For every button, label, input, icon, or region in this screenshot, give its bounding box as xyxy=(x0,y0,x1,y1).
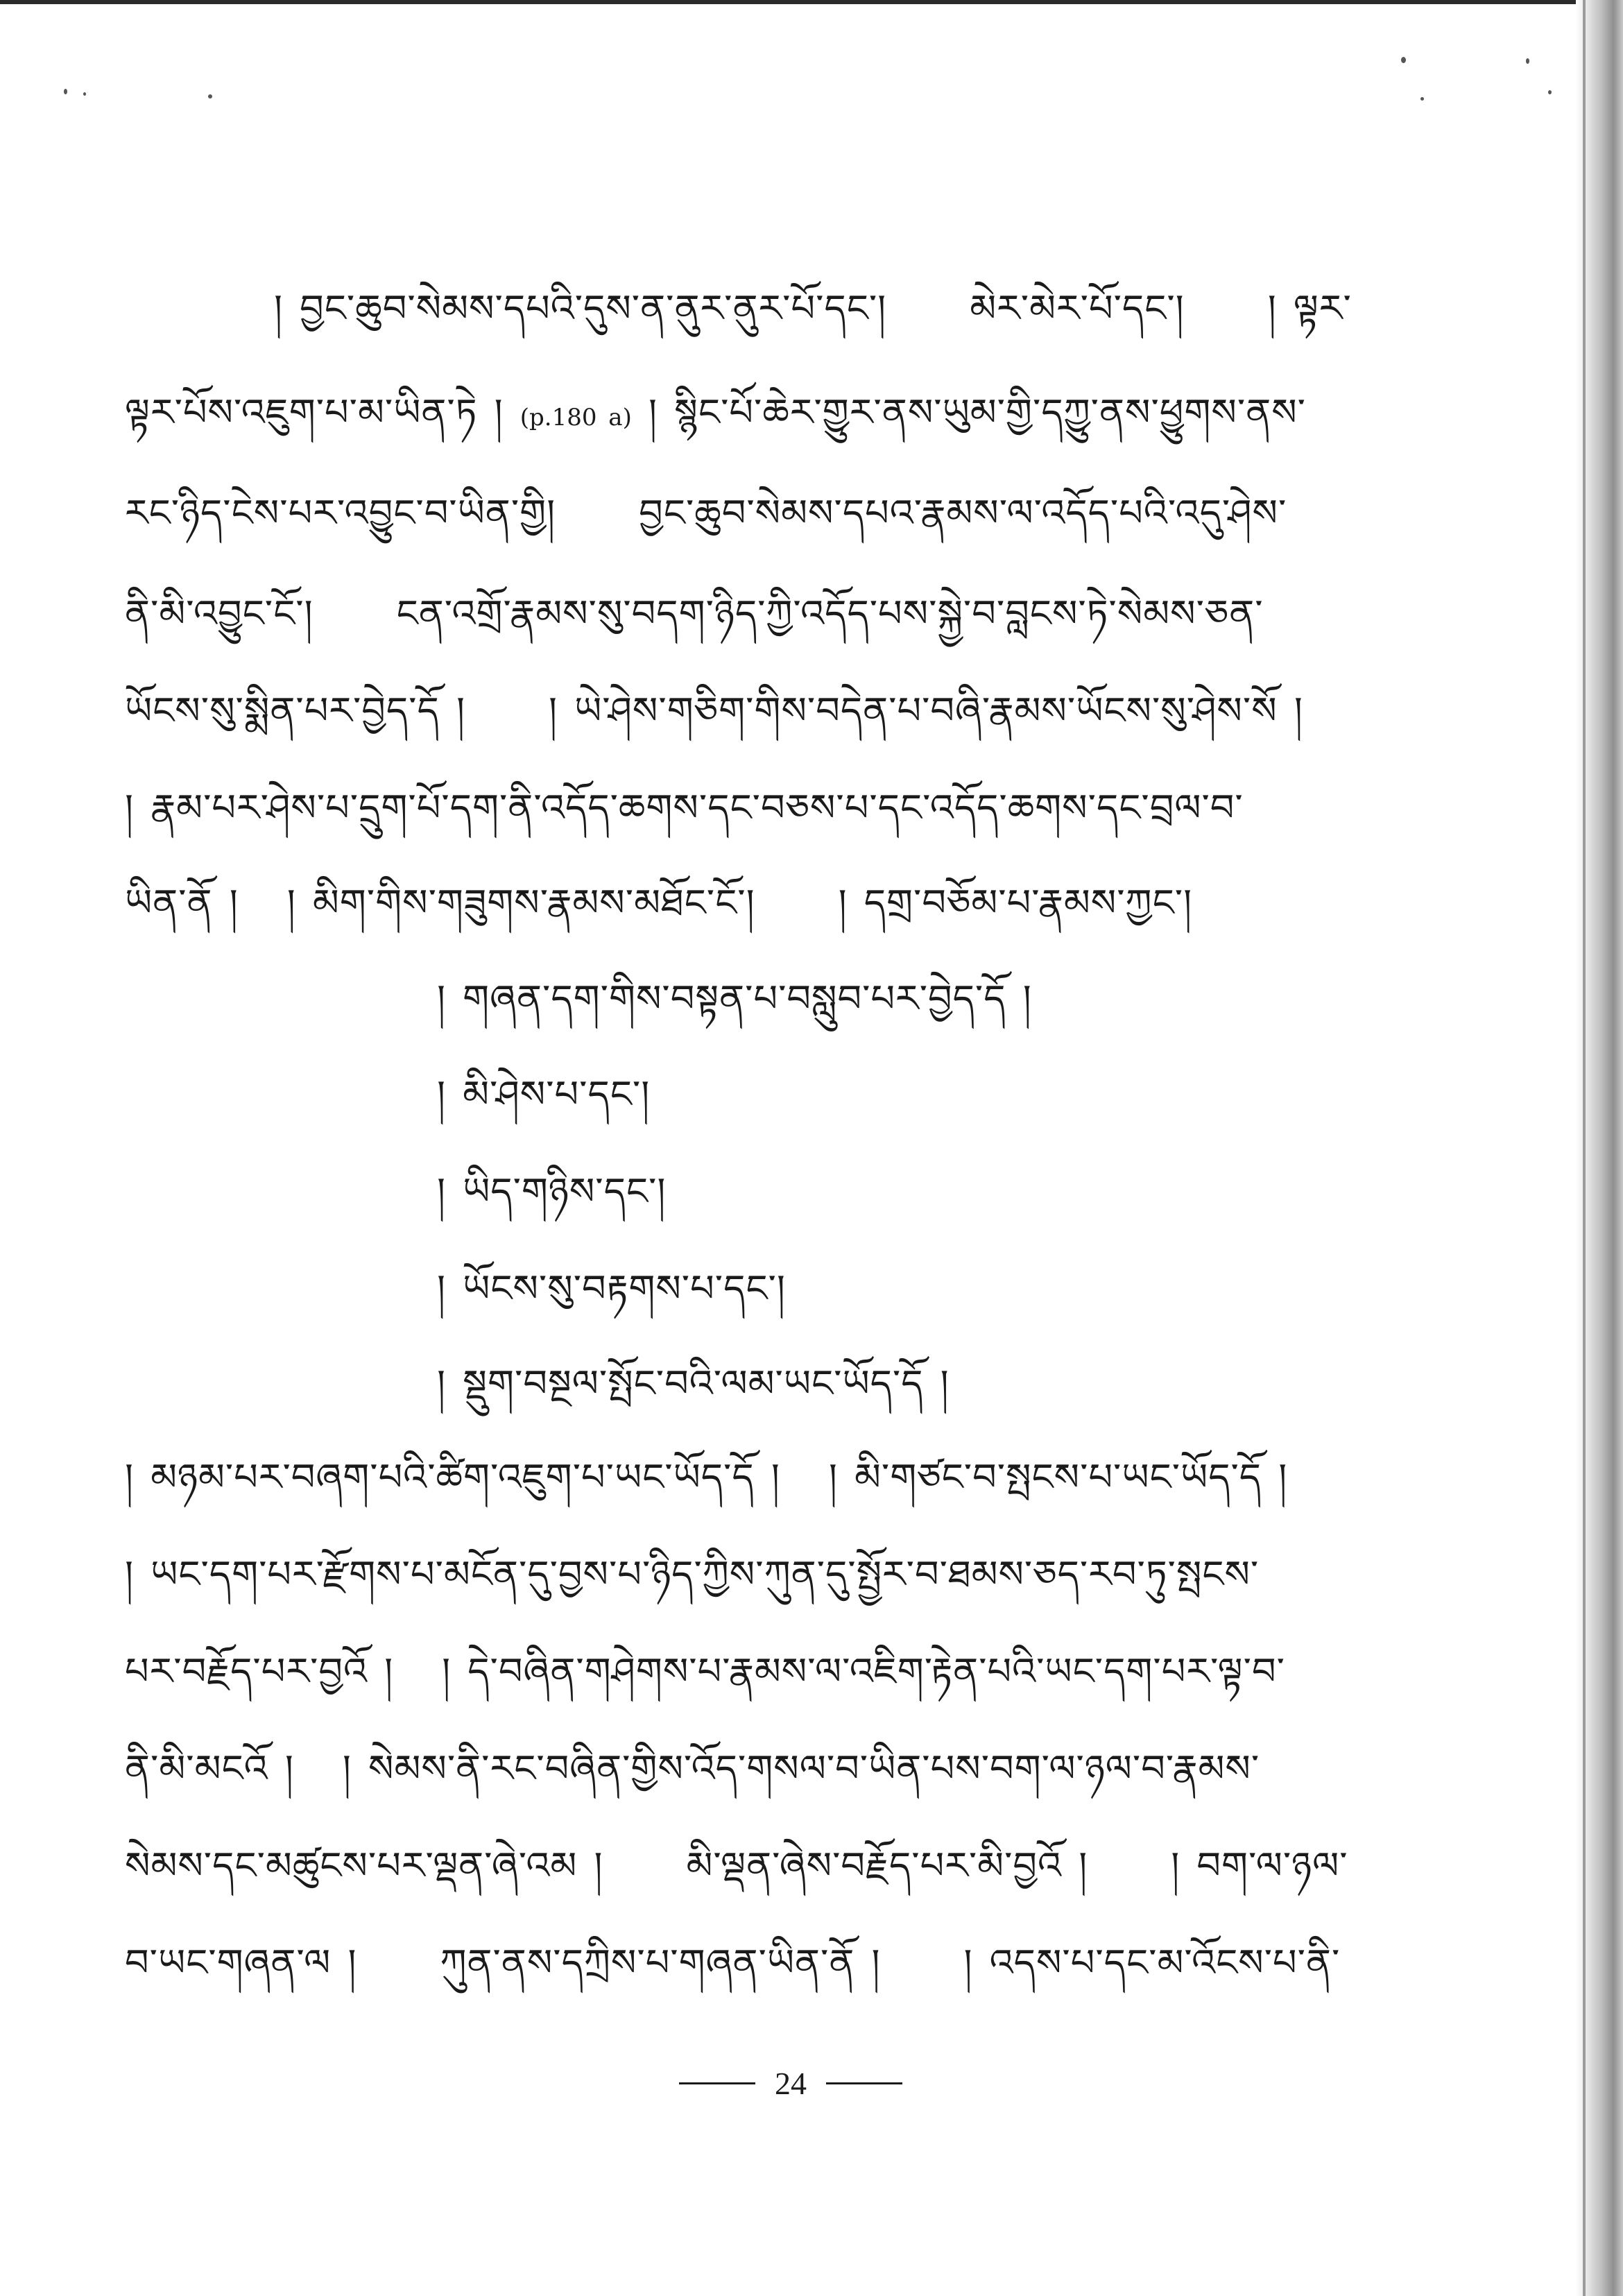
text-line-16: ནི་མི་མངའོ ། ། སེམས་ནི་རང་བཞིན་གྱིས་འོད་གསལ་བ་ཡིན་པས་བག་ལ་ཉལ་བ་རྣམས་ xyxy=(125,1747,1260,1790)
paper-speck xyxy=(83,92,86,96)
paper-speck xyxy=(1420,97,1424,101)
paper-speck xyxy=(1401,57,1406,63)
paper-speck xyxy=(64,89,67,94)
text-line-12: ། སྡུག་བསྔལ་སྤོང་བའི་ལམ་ཡང་ཡོད་དོ ། xyxy=(437,1362,950,1405)
text-line-17: སེམས་དང་མཚུངས་པར་ལྡན་ཞེ་འམ ། མི་ལྡན་ཞེས་བརྗོད་པར་མི་བྱའོ ། ། བག་ལ་ཉལ་ xyxy=(125,1844,1348,1887)
page-number: 24 xyxy=(775,2065,807,2101)
paper-speck xyxy=(1548,90,1552,94)
text-line-10: ། ཡིད་གཉིས་དང་། xyxy=(437,1170,667,1213)
text-line-15: པར་བརྗོད་པར་བྱའོ ། ། དེ་བཞིན་གཤེགས་པ་རྣམས་ལ་འཇིག་རྟེན་པའི་ཡང་དག་པར་ལྟ་བ་ xyxy=(125,1650,1285,1693)
paper-speck xyxy=(208,94,212,98)
text-line-7: ཡིན་ནོ ། ། མིག་གིས་གཟུགས་རྣམས་མཐོང་ངོ་། ། དགྲ་བཅོམ་པ་རྣམས་ཀྱང་། xyxy=(125,881,1193,925)
top-border-rule xyxy=(0,0,1623,4)
text-line-18: བ་ཡང་གཞན་ལ ། ཀུན་ནས་དཀྲིས་པ་གཞན་ཡིན་ནོ ། ། འདས་པ་དང་མ་འོངས་པ་ནི་ xyxy=(125,1941,1341,1985)
page-number-footer xyxy=(610,2059,971,2107)
left-dash xyxy=(679,2082,755,2084)
page-reference: (p.180 a) xyxy=(519,404,632,431)
text-line-3: རང་ཉིད་ངེས་པར་འབྱུང་བ་ཡིན་གྱི། བྱང་ཆུབ་སེམས་དཔའ་རྣམས་ལ་འདོད་པའི་འདུ་ཤེས་ xyxy=(125,491,1287,535)
text-line-8: ། གཞན་དག་གིས་བསྟན་པ་བསླུབ་པར་བྱེད་དོ ། xyxy=(437,977,1032,1020)
text-line-6: ། རྣམ་པར་ཤེས་པ་དྲུག་པོ་དག་ནི་འདོད་ཆགས་དང་བཅས་པ་དང་འདོད་ཆགས་དང་བྲལ་བ་ xyxy=(125,786,1244,830)
text-line-4: ནི་མི་འབྱུང་ངོ་། ངན་འགྲོ་རྣམས་སུ་བདག་ཉིད་ཀྱི་འདོད་པས་སྐྱེ་བ་བླངས་ཏེ་སེམས་ཅན་ xyxy=(125,592,1264,635)
binding-shadow-line xyxy=(1583,0,1586,2296)
text-line-14: ། ཡང་དག་པར་རྫོགས་པ་མངོན་དུ་བྱས་པ་ཉིད་ཀྱིས་ཀུན་དུ་སྤྱོར་བ་ཐམས་ཅད་རབ་ཏུ་སྤངས་ xyxy=(125,1552,1260,1596)
text-line-9: ། མི་ཤེས་པ་དང་། xyxy=(437,1072,651,1116)
text-line-5: ཡོངས་སུ་སྨིན་པར་བྱེད་དོ ། ། ཡེ་ཤེས་གཅིག་གིས་བདེན་པ་བཞི་རྣམས་ཡོངས་སུ་ཤེས་སོ ། xyxy=(125,689,1303,733)
right-dash xyxy=(826,2082,902,2084)
text-line-13: ། མཉམ་པར་བཞག་པའི་ཚིག་འཇུག་པ་ཡང་ཡོད་དོ ། ། མི་གཙང་བ་སྤངས་པ་ཡང་ཡོད་དོ ། xyxy=(125,1455,1288,1499)
paper-speck xyxy=(1526,58,1529,64)
text-line-2: ལྟར་པོས་འཇུག་པ་མ་ཡིན་ཏེ ། (p.180 a) ། སྙིང་པོ་ཆེར་གྱུར་ནས་ཡུམ་གྱི་དཀྱུ་ནས་ཕྱུགས་ནས་ xyxy=(125,391,1307,434)
text-line-11: ། ཡོངས་སུ་བརྟགས་པ་དང་། xyxy=(437,1267,786,1310)
text-line-1: ། བྱང་ཆུབ་སེམས་དཔའི་དུས་ན་ནུར་ནུར་པོ་དང་། མེར་མེར་པོ་དང་། ། ལྟར་ xyxy=(274,286,1352,330)
